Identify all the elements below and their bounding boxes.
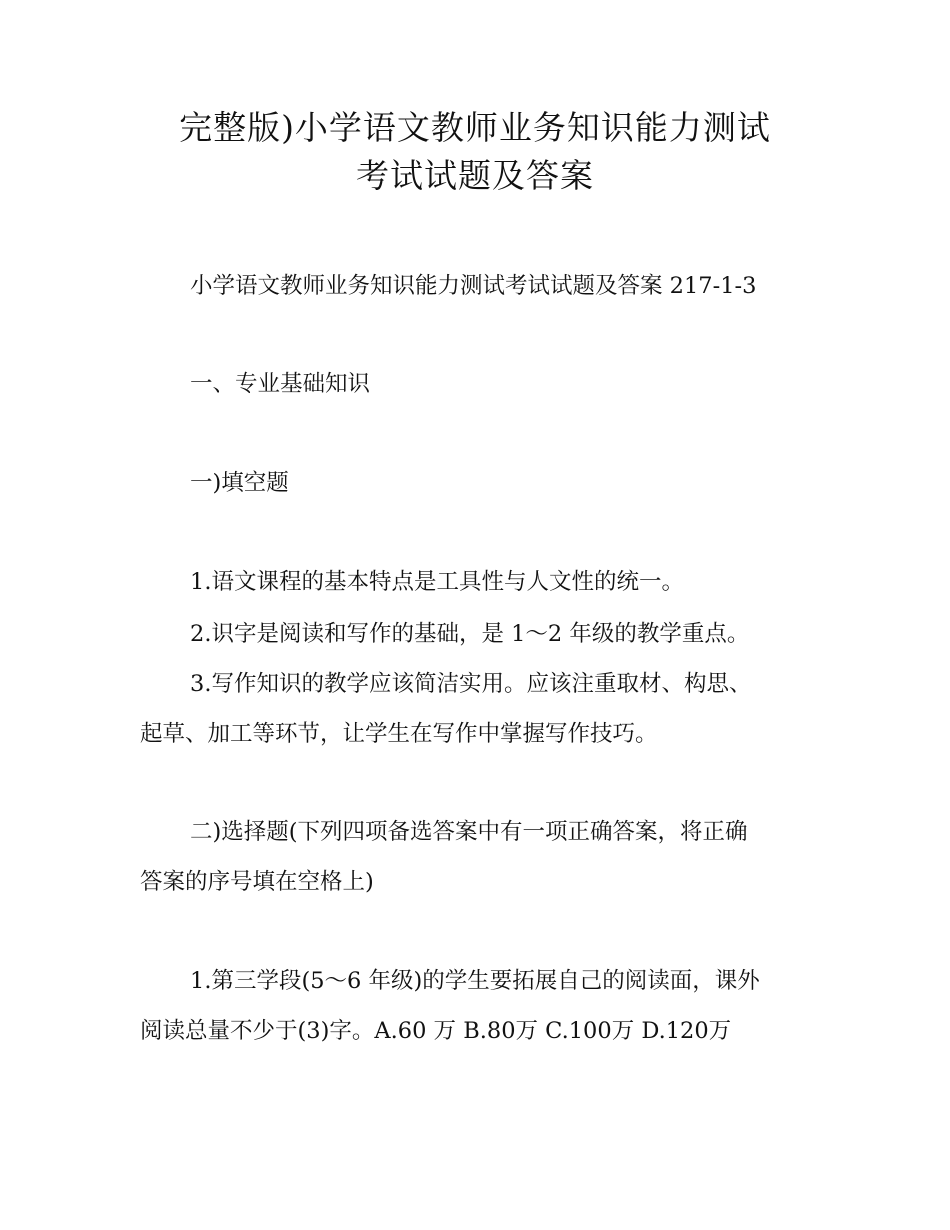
fill-blank-item-3: 3.写作知识的教学应该简洁实用。应该注重取材、构思、: [190, 671, 752, 697]
document-title-line-2: 考试试题及答案: [356, 156, 594, 195]
question-1-line-2: 阅读总量不少于(3)字。A.60 万 B.80万 C.100万 D.120万: [140, 1018, 732, 1044]
document-title-line-1: 完整版)小学语文教师业务知识能力测试: [179, 108, 771, 147]
fill-blank-item-3-continued: 起草、加工等环节，让学生在写作中掌握写作技巧。: [140, 721, 658, 747]
fill-blank-heading: 一)填空题: [190, 470, 289, 496]
fill-blank-item-2: 2.识字是阅读和写作的基础，是 1～2 年级的教学重点。: [190, 621, 750, 647]
document-subtitle: 小学语文教师业务知识能力测试考试试题及答案 217-1-3: [190, 273, 757, 299]
fill-blank-item-1: 1.语文课程的基本特点是工具性与人文性的统一。: [190, 569, 684, 595]
question-1-line-1: 1.第三学段(5～6 年级)的学生要拓展自己的阅读面，课外: [190, 968, 760, 994]
multiple-choice-heading-line-2: 答案的序号填在空格上): [140, 869, 374, 895]
multiple-choice-heading-line-1: 二)选择题(下列四项备选答案中有一项正确答案，将正确: [190, 819, 748, 845]
section-heading: 一、专业基础知识: [190, 371, 371, 397]
